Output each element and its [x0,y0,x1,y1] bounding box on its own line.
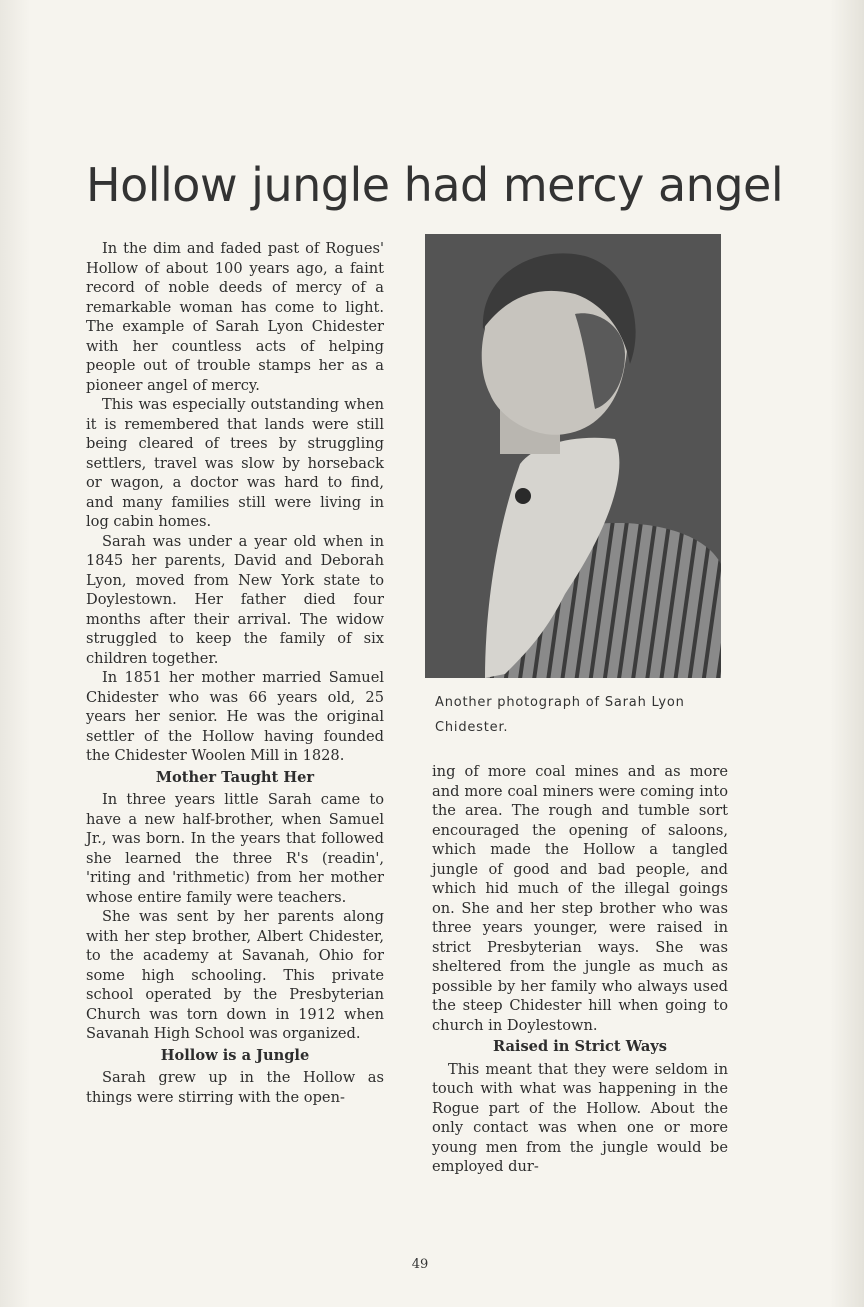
paragraph: In three years little Sarah came to have a new half-brother, when Samuel Jr., was born. In the years that followed she learned the three R's (readin', 'riting and 'rithmetic) from her mother whose entire family were teachers. [86,791,384,906]
right-column [432,762,728,1177]
paragraph: In 1851 her mother married Samuel Chidester who was 66 years old, 25 years her senior. He was the original settler of the Hollow having founded the Chidester Woolen Mill in 1828. [86,669,384,764]
paragraph: This was especially outstanding when it is remembered that lands were still being cleared of trees by struggling settlers, travel was slow by horseback or wagon, a doctor was hard to find, and many families still were living in log cabin homes. [86,396,384,530]
paragraph: ing of more coal mines and as more and more coal miners were coming into the area. The rough and tumble sort encouraged the opening of saloons, which made the Hollow a tangled jungle of good and bad people, and which hid much of the illegal goings on. She and her step brother who was three years younger, were raised in strict Presbyterian ways. She was sheltered from the jungle as much as possible by her family who always used the steep Chidester hill when going to church in Doylestown. [432,763,728,1034]
left-column [86,239,384,1107]
paragraph: Sarah grew up in the Hollow as things were stirring with the open- [86,1069,384,1106]
portrait-figure [425,234,721,678]
page-number: 49 [411,1257,429,1272]
paragraph: In the dim and faded past of Rogues' Hollow of about 100 years ago, a faint record of noble deeds of mercy of a remarkable woman has come to light. The example of Sarah Lyon Chidester with her countless acts of helping people out of trouble stamps her as a pioneer angel of mercy. [86,240,384,394]
paragraph: This meant that they were seldom in touch with what was happening in the Rogue part of the Hollow. About the only contact was when one or more young men from the jungle would be employed dur- [432,1060,728,1175]
portrait-photograph [425,234,721,678]
photo-caption: Another photograph of Sarah Lyon Chidester. [435,695,685,735]
subheading-hollow-is-a-jungle: Hollow is a Jungle [160,1046,310,1064]
subheading-mother-taught-her: Mother Taught Her [155,768,315,786]
paragraph: She was sent by her parents along with her step brother, Albert Chidester, to the academy at Savanah, Ohio for some high schooling. This private school operated by the Presbyterian Church was torn down in 1912 when Savanah High School was organized. [86,908,384,1042]
subheading-raised-in-strict-ways: Raised in Strict Ways [493,1038,667,1055]
paragraph: Sarah was under a year old when in 1845 her parents, David and Deborah Lyon, moved from New York state to Doylestown. Her father died four months after their arrival. The widow struggled to keep the family of six children together. [86,532,384,667]
article-headline: Hollow jungle had mercy angel [86,158,784,212]
